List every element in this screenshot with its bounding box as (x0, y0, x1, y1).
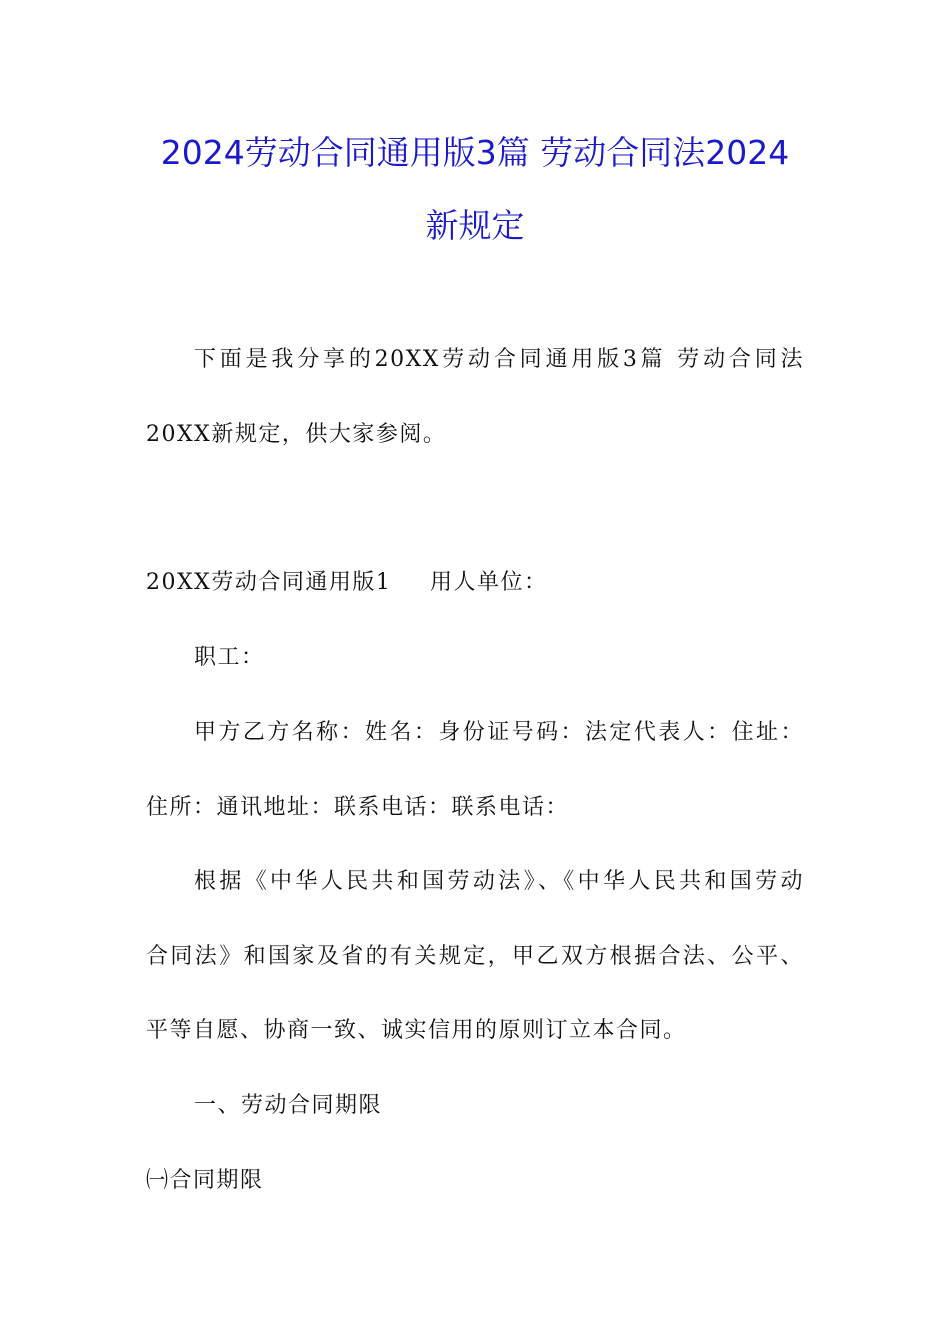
parties-line-1: 甲方乙方名称：姓名：身份证号码：法定代表人：住址： (194, 720, 804, 745)
intro-line-1: 下面是我分享的20XX劳动合同通用版3篇 劳动合同法 (194, 347, 804, 372)
section-heading: 20XX劳动合同通用版1 (146, 570, 392, 595)
clause-heading: 一、劳动合同期限 (194, 1093, 383, 1118)
employee-label: 职工： (194, 645, 265, 670)
clause-subheading: ㈠合同期限 (146, 1168, 264, 1193)
document-title-line-2: 新规定 (425, 206, 525, 245)
basis-line-1: 根据《中华人民共和国劳动法》、《中华人民共和国劳动 (194, 869, 804, 894)
employer-label: 用人单位： (430, 570, 548, 595)
parties-line-2: 住所：通讯地址：联系电话：联系电话： (146, 795, 570, 820)
document-title-line-1: 2024劳动合同通用版3篇 劳动合同法2024 (160, 133, 790, 172)
basis-line-3: 平等自愿、协商一致、诚实信用的原则订立本合同。 (146, 1018, 687, 1043)
intro-line-2: 20XX新规定，供大家参阅。 (146, 422, 447, 447)
basis-line-2: 合同法》和国家及省的有关规定，甲乙双方根据合法、公平、 (146, 944, 804, 969)
